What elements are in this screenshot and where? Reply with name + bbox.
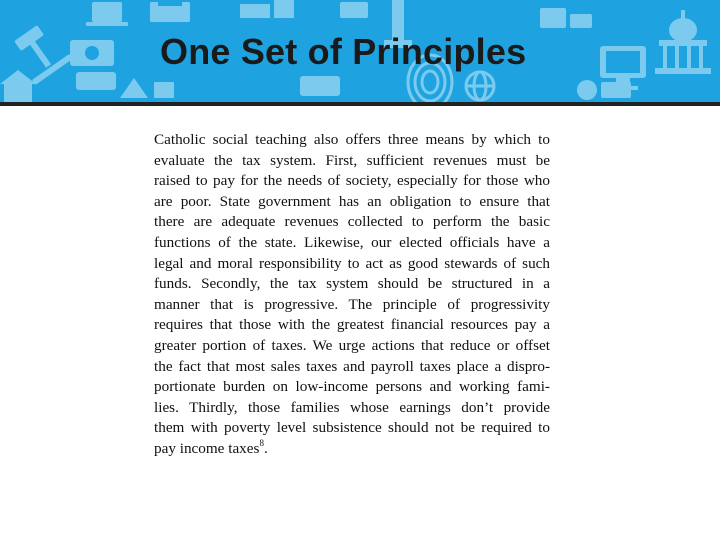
passage-line: are poor. State government has an obligation to ensure that: [154, 192, 550, 210]
passage-line: raised to pay for the needs of society, especially for those who: [154, 172, 550, 190]
passage-line: funds. Secondly, the tax system should be structured in a: [154, 275, 550, 293]
passage-line: Catholic social teaching also offers three means by which to: [154, 131, 550, 148]
building-icon: [240, 0, 294, 18]
passage-line: requires that those with the greatest financial resources pay a: [154, 316, 550, 334]
globe-icon: [466, 72, 494, 100]
passage-line: them with poverty level subsistence should not be required to: [154, 419, 550, 437]
capitol-icon: [655, 10, 711, 74]
banner-divider: [0, 102, 720, 106]
slide-title: One Set of Principles: [160, 31, 527, 72]
passage-line: evaluate the tax system. First, sufficient revenues must be: [154, 151, 550, 169]
ballot-icon: [150, 0, 190, 22]
passage-line: manner that is progressive. The principle of progressivity: [154, 295, 550, 313]
passage-line: greater portion of taxes. We urge actions that reduce or offset: [154, 336, 550, 354]
passage-line: the fact that most sales taxes and payroll taxes place a dispro-: [154, 357, 550, 375]
laptop-icon: [92, 2, 122, 22]
quoted-passage: [154, 130, 550, 460]
house-icon: [0, 70, 36, 102]
passage-line: there are adequate revenues collected to perform the basic: [154, 213, 550, 231]
money-icon: [70, 40, 116, 90]
passage-line: legal and moral responsibility to act as good stewards of such: [154, 254, 550, 272]
title-banner: [0, 0, 720, 102]
passage-end-punct: .: [263, 439, 268, 457]
passage-line: lies. Thirdly, those families whose earnings don’t provide: [154, 398, 550, 416]
passage-last-text: pay income taxes: [154, 439, 260, 457]
footnote-marker: 8: [259, 437, 264, 448]
passage-last-line: [154, 439, 550, 460]
passage-line: functions of the state. Likewise, our elected officials have a: [154, 233, 550, 251]
passage-line: portionate burden on low-income persons and working fami-: [154, 378, 550, 396]
